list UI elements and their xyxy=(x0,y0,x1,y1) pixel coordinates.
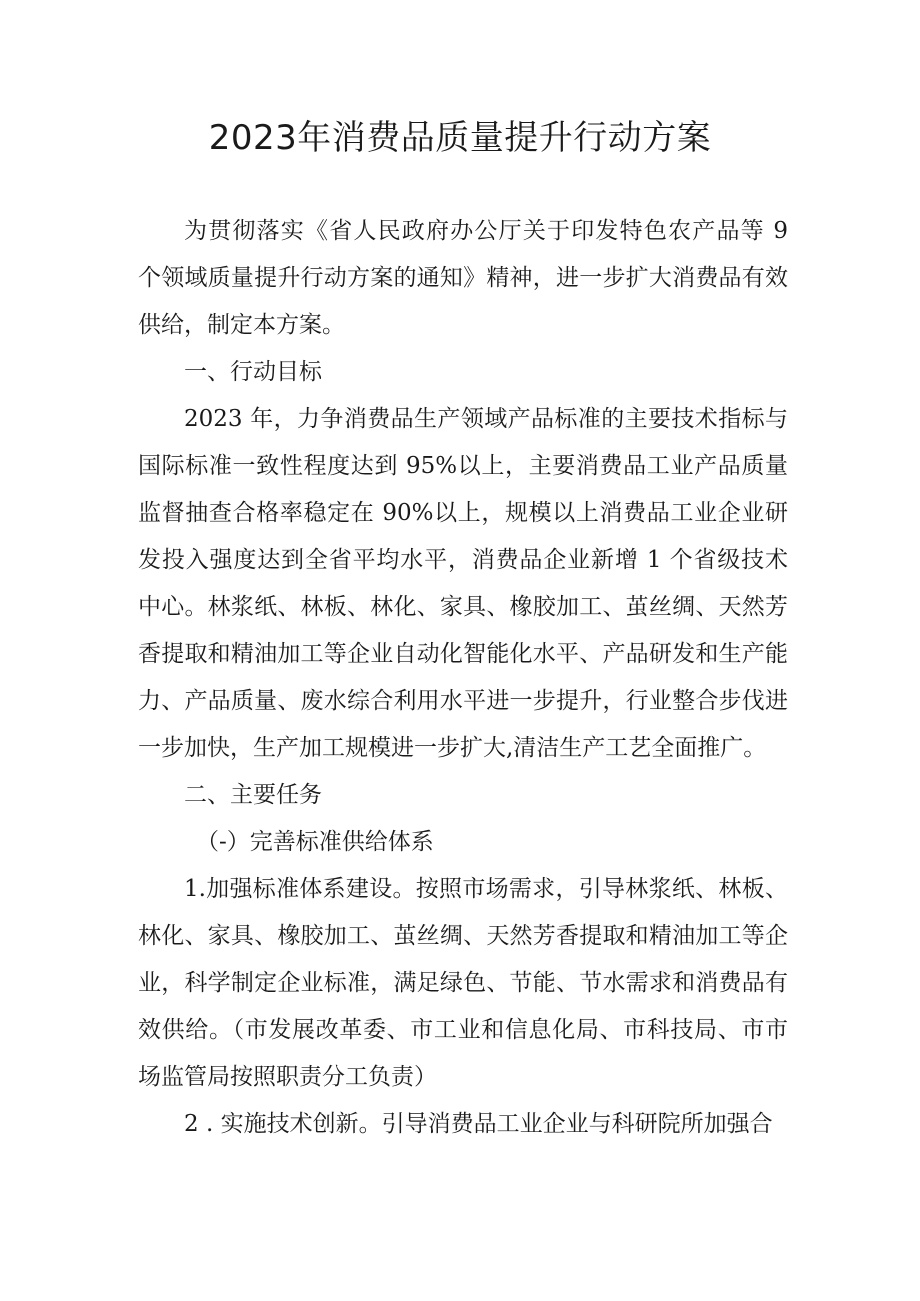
document-body xyxy=(138,208,788,1148)
task-item-1: 1.加强标准体系建设。按照市场需求，引导林浆纸、林板、林化、家具、橡胶加工、茧丝绸、天然芳香提取和精油加工等企业，科学制定企业标准，满足绿色、节能、节水需求和消费品有效供给。（市发展改革委、市工业和信息化局、市科技局、市市场监管局按照职责分工负责） xyxy=(138,876,788,1090)
subsection-heading-standards: （-）完善标准供给体系 xyxy=(196,829,434,855)
goals-paragraph: 2023 年，力争消费品生产领域产品标准的主要技术指标与国际标准一致性程度达到 95%以上，主要消费品工业产品质量监督抽查合格率稳定在 90%以上，规模以上消费品工业企业研发投入强度达到全省平均水平，消费品企业新增 1 个省级技术中心。林浆纸、林板、林化、家具、橡胶加工、茧丝绸、天然芳香提取和精油加工等企业自动化智能化水平、产品研发和生产能力、产品质量、废水综合利用水平进一步提升，行业整合步伐进一步加快，生产加工规模进一步扩大,清洁生产工艺全面推广。 xyxy=(138,406,788,761)
section-heading-tasks: 二、主要任务 xyxy=(184,782,322,808)
intro-paragraph: 为贯彻落实《省人民政府办公厅关于印发特色农产品等 9 个领域质量提升行动方案的通知》精神，进一步扩大消费品有效供给，制定本方案。 xyxy=(138,218,788,338)
task-item-2: 2 . 实施技术创新。引导消费品工业企业与科研院所加强合 xyxy=(184,1111,773,1137)
section-heading-goals: 一、行动目标 xyxy=(184,359,322,385)
document-title: 2023年消费品质量提升行动方案 xyxy=(208,118,712,158)
